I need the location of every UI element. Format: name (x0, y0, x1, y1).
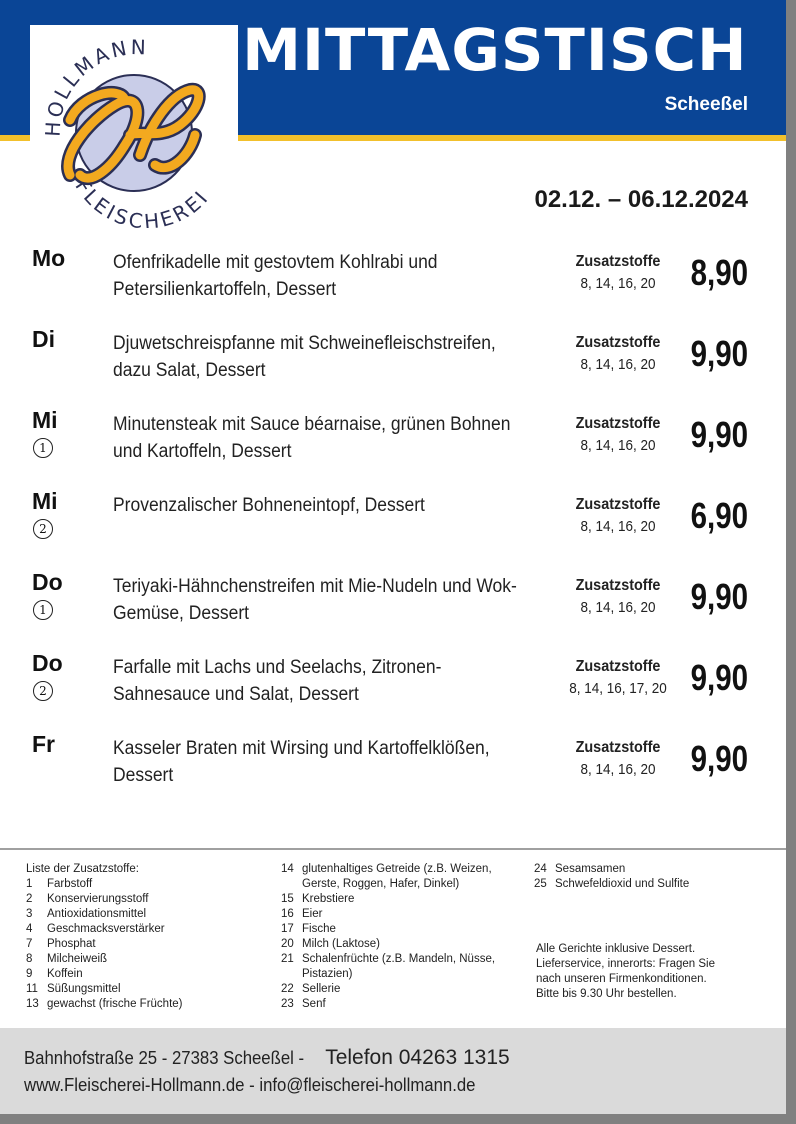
menu-row (0, 569, 786, 649)
legend-item (26, 997, 266, 1012)
dish-line: Farfalle mit Lachs und Seelachs, Zitronen- (113, 657, 442, 678)
legend-text: Senf (302, 998, 326, 1010)
logo-top-text: HOLLMANN (40, 34, 149, 138)
additives-label: Zusatzstoffe (575, 415, 661, 432)
legend-number: 20 (281, 938, 294, 950)
logo-emblem-icon (30, 25, 238, 228)
additives (548, 495, 688, 539)
dish-description (113, 411, 518, 465)
additives-legend-col2 (281, 862, 526, 1012)
day-label: Do (32, 569, 63, 595)
legend-number: 15 (281, 893, 294, 905)
city-label: Scheeßel (664, 94, 748, 115)
legend-item (26, 982, 266, 997)
legend-text: Fische (302, 923, 336, 935)
day-label: Mi (32, 488, 58, 514)
section-divider (0, 848, 786, 850)
dish-line: Teriyaki-Hähnchenstreifen mit Mie-Nudeln und Wok- (113, 576, 517, 597)
additives-numbers: 8, 14, 16, 20 (580, 599, 656, 616)
legend-item (281, 952, 526, 982)
day-label: Do (32, 650, 63, 676)
additives (548, 657, 688, 701)
legend-number: 13 (26, 998, 39, 1010)
legend-item (26, 922, 266, 937)
day-label: Di (32, 326, 55, 352)
legend-text: Konservierungsstoff (47, 893, 149, 905)
additives (548, 414, 688, 458)
dish-description (113, 735, 518, 789)
legend-number: 17 (281, 923, 294, 935)
additives-label: Zusatzstoffe (575, 253, 661, 270)
price: 9,90 (690, 738, 748, 779)
legend-number: 16 (281, 908, 294, 920)
legend-number: 9 (26, 968, 33, 980)
legend-title: Liste der Zusatzstoffe: (26, 863, 139, 875)
phone: Telefon 04263 1315 (325, 1046, 510, 1069)
dish-description (113, 330, 518, 384)
additives-label: Zusatzstoffe (575, 496, 661, 513)
dish-line: Petersilienkartoffeln, Dessert (113, 279, 337, 300)
note-line: nach unseren Firmenkonditionen. (536, 973, 707, 985)
variant-badge: 2 (33, 519, 53, 539)
legend-item (534, 862, 774, 877)
legend-item (281, 997, 526, 1012)
legend-item (281, 862, 526, 892)
legend-item (26, 907, 266, 922)
page-title: MITTAGSTISCH (242, 16, 748, 84)
footer-address-line (24, 1046, 510, 1070)
legend-item (26, 892, 266, 907)
legend-text: gewachst (frische Früchte) (47, 998, 183, 1010)
logo (30, 25, 238, 228)
legend-text: Farbstoff (47, 878, 93, 890)
legend-text: glutenhaltiges Getreide (z.B. Weizen, Gerste, Roggen, Hafer, Dinkel) (302, 863, 492, 890)
additives-label: Zusatzstoffe (575, 334, 661, 351)
dish-description (113, 654, 518, 708)
day-label: Mo (32, 245, 66, 271)
legend-number: 8 (26, 953, 33, 965)
menu-row (0, 326, 786, 406)
additives-numbers: 8, 14, 16, 20 (580, 761, 656, 778)
variant-badge: 1 (33, 600, 53, 620)
dish-line: Gemüse, Dessert (113, 603, 250, 624)
additives-label: Zusatzstoffe (575, 739, 661, 756)
legend-text: Phosphat (47, 938, 96, 950)
legend-number: 2 (26, 893, 33, 905)
legend-number: 22 (281, 983, 294, 995)
legend-number: 14 (281, 863, 294, 875)
additives-numbers: 8, 14, 16, 20 (580, 437, 656, 454)
additives-label: Zusatzstoffe (575, 658, 661, 675)
dish-line: und Kartoffeln, Dessert (113, 441, 292, 462)
legend-item (281, 892, 526, 907)
note-line: Bitte bis 9.30 Uhr bestellen. (536, 988, 677, 1000)
additives-numbers: 8, 14, 16, 20 (580, 356, 656, 373)
legend-number: 11 (26, 983, 38, 995)
legend-number: 24 (534, 863, 547, 875)
legend-text: Koffein (47, 968, 83, 980)
additives (548, 738, 688, 782)
additives-numbers: 8, 14, 16, 20 (580, 275, 656, 292)
legend-text: Antioxidationsmittel (47, 908, 147, 920)
legend-item (26, 967, 266, 982)
dish-line: Djuwetschreispfanne mit Schweinefleischstreifen, (113, 333, 496, 354)
price: 6,90 (690, 495, 748, 536)
legend-item (534, 877, 774, 892)
menu-row (0, 245, 786, 325)
variant-badge: 1 (33, 438, 53, 458)
dish-line: Minutensteak mit Sauce béarnaise, grünen Bohnen (113, 414, 511, 435)
menu-row (0, 650, 786, 730)
legend-item (26, 952, 266, 967)
legend-text: Geschmacksverstärker (47, 923, 165, 935)
footer (0, 1028, 786, 1114)
additives-legend-col3 (534, 862, 774, 892)
legend-number: 25 (534, 878, 547, 890)
legend-item (281, 982, 526, 997)
footer-web-line: www.Fleischerei-Hollmann.de - info@fleischerei-hollmann.de (24, 1075, 476, 1095)
additives (548, 333, 688, 377)
price: 8,90 (690, 252, 748, 293)
dish-description (113, 492, 518, 519)
variant-badge: 2 (33, 681, 53, 701)
price: 9,90 (690, 333, 748, 374)
dish-line: Sahnesauce und Salat, Dessert (113, 684, 359, 705)
legend-item (281, 907, 526, 922)
legend-text: Eier (302, 908, 323, 920)
dish-description (113, 249, 518, 303)
price: 9,90 (690, 576, 748, 617)
legend-text: Schwefeldioxid und Sulfite (555, 878, 690, 890)
dish-line: Ofenfrikadelle mit gestovtem Kohlrabi und (113, 252, 438, 273)
price: 9,90 (690, 657, 748, 698)
legend-item (26, 937, 266, 952)
price: 9,90 (690, 414, 748, 455)
day-label: Fr (32, 731, 55, 757)
legend-text: Süßungsmittel (47, 983, 121, 995)
note-line: Lieferservice, innerorts: Fragen Sie (536, 958, 715, 970)
menu-row (0, 488, 786, 568)
legend-text: Milcheiweiß (47, 953, 108, 965)
additives (548, 252, 688, 296)
dish-line: dazu Salat, Dessert (113, 360, 266, 381)
logo-bottom-text: FLEISCHEREI (70, 174, 215, 228)
dish-line: Dessert (113, 765, 174, 786)
legend-number: 21 (281, 953, 294, 965)
legend-number: 4 (26, 923, 33, 935)
legend-text: Krebstiere (302, 893, 355, 905)
dish-line: Provenzalischer Bohneneintopf, Dessert (113, 495, 425, 516)
legend-item (281, 937, 526, 952)
legend-text: Milch (Laktose) (302, 938, 380, 950)
legend-text: Sesamsamen (555, 863, 626, 875)
legend-item (26, 877, 266, 892)
dish-line: Kasseler Braten mit Wirsing und Kartoffelklößen, (113, 738, 490, 759)
menu-row (0, 731, 786, 811)
notes (536, 942, 776, 1002)
menu-row (0, 407, 786, 487)
legend-text: Schalenfrüchte (z.B. Mandeln, Nüsse, Pistazien) (302, 953, 496, 980)
legend-item (281, 922, 526, 937)
additives (548, 576, 688, 620)
legend-number: 1 (26, 878, 33, 890)
additives-numbers: 8, 14, 16, 20 (580, 518, 656, 535)
legend-number: 23 (281, 998, 294, 1010)
address: Bahnhofstraße 25 - 27383 Scheeßel - (24, 1048, 305, 1068)
additives-legend-col1 (26, 862, 266, 1012)
additives-label: Zusatzstoffe (575, 577, 661, 594)
additives-numbers: 8, 14, 16, 17, 20 (569, 680, 667, 697)
legend-text: Sellerie (302, 983, 341, 995)
date-range: 02.12. – 06.12.2024 (534, 186, 748, 213)
legend-number: 7 (26, 938, 33, 950)
note-line: Alle Gerichte inklusive Dessert. (536, 943, 696, 955)
dish-description (113, 573, 518, 627)
day-label: Mi (32, 407, 58, 433)
legend-number: 3 (26, 908, 33, 920)
